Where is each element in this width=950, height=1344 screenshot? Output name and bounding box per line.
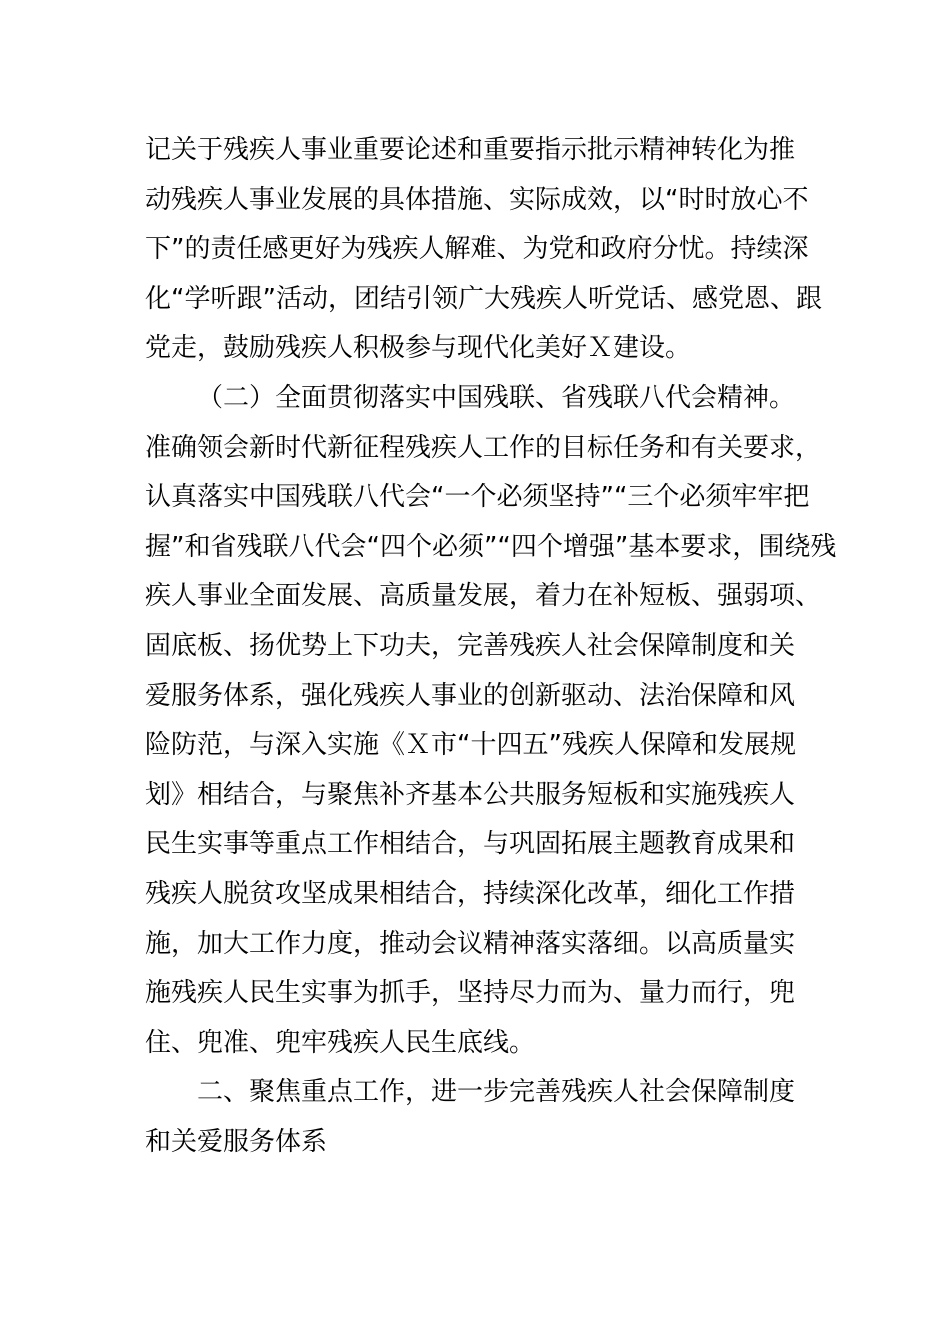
document-body — [145, 126, 837, 1167]
text-line: 下”的责任感更好为残疾人解难、为党和政府分忧。持续深 — [145, 234, 809, 265]
text-line: 险防范，与深入实施《Ｘ市“十四五”残疾人保障和发展规 — [145, 730, 796, 761]
text-line: 握”和省残联八代会“四个必须”“四个增强”基本要求，围绕残 — [145, 531, 837, 562]
text-line: 记关于残疾人事业重要论述和重要指示批示精神转化为推 — [145, 135, 796, 165]
text-line: 住、兜准、兜牢残疾人民生底线。 — [145, 1027, 536, 1058]
text-line: 残疾人脱贫攻坚成果相结合，持续深化改革，细化工作措 — [145, 878, 796, 909]
text-line: 党走，鼓励残疾人积极参与现代化美好Ｘ建设。 — [145, 333, 692, 364]
section-heading-2: （二）全面贯彻落实中国残联、省残联八代会精神。 — [197, 382, 796, 413]
text-line: 疾人事业全面发展、高质量发展，着力在补短板、强弱项、 — [145, 581, 822, 612]
text-line: 施，加大工作力度，推动会议精神落实落细。以高质量实 — [145, 928, 796, 959]
text-line: 和关爱服务体系 — [145, 1126, 328, 1157]
section-heading-main: 二、聚焦重点工作，进一步完善残疾人社会保障制度 — [197, 1077, 796, 1108]
text-line: 认真落实中国残联八代会“一个必须坚持”“三个必须牢牢把 — [145, 482, 810, 513]
text-line: 固底板、扬优势上下功夫，完善残疾人社会保障制度和关 — [145, 630, 796, 661]
text-line: 划》相结合，与聚焦补齐基本公共服务短板和实施残疾人 — [145, 779, 796, 810]
text-line: 动残疾人事业发展的具体措施、实际成效，以“时时放心不 — [145, 184, 809, 215]
text-line: 民生实事等重点工作相结合，与巩固拓展主题教育成果和 — [145, 829, 796, 860]
text-line: 化“学听跟”活动，团结引领广大残疾人听党话、感党恩、跟 — [145, 283, 822, 314]
text-line: 施残疾人民生实事为抓手，坚持尽力而为、量力而行，兜 — [145, 978, 796, 1009]
text-line: 爱服务体系，强化残疾人事业的创新驱动、法治保障和风 — [145, 680, 796, 711]
text-line: 准确领会新时代新征程残疾人工作的目标任务和有关要求， — [145, 432, 822, 463]
